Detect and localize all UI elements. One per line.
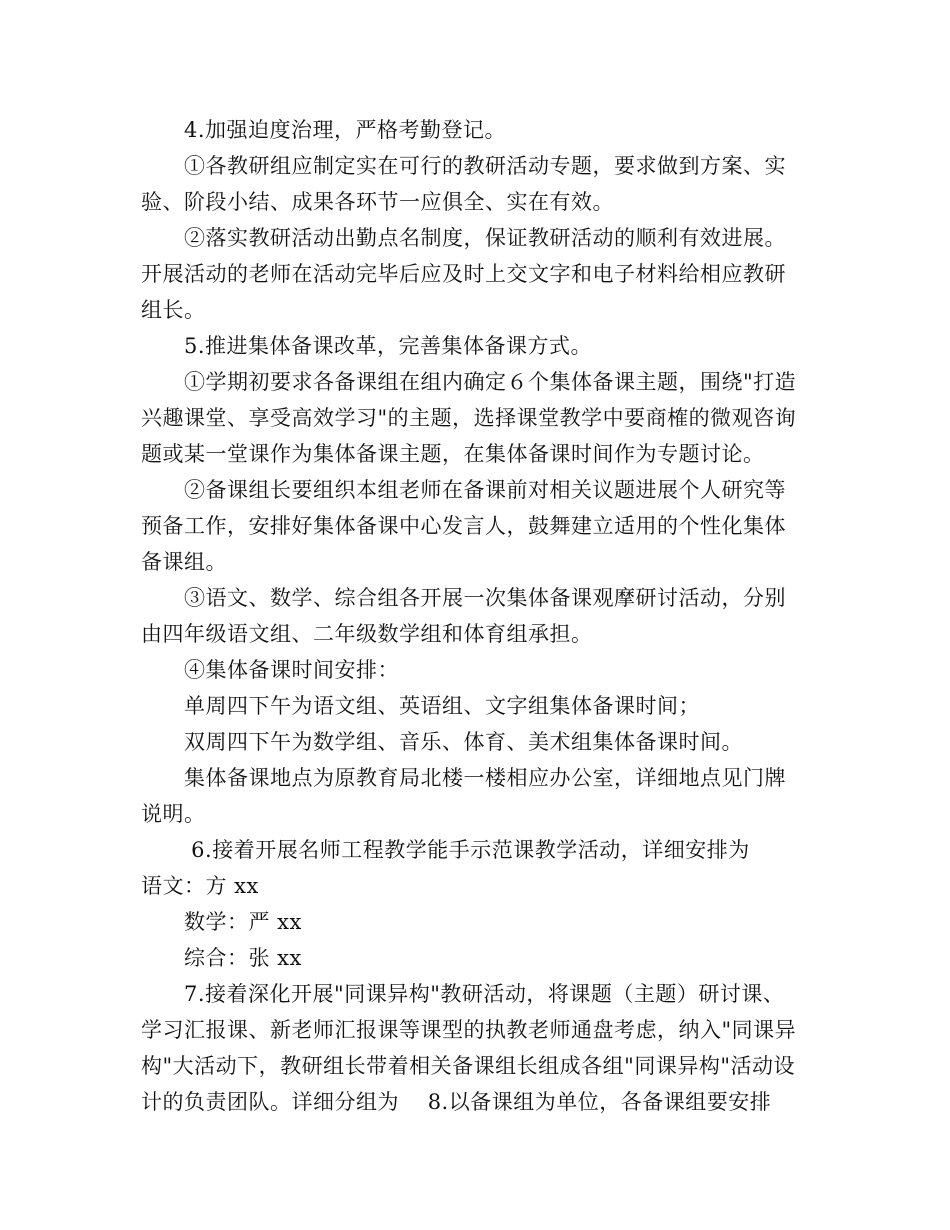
paragraph-line: 备课组。 [141,550,227,574]
paragraph-line: 预备工作，安排好集体备课中心发言人，鼓舞建立适用的个性化集体 [141,514,786,538]
document-body [141,112,811,1120]
paragraph-line: 双周四下午为数学组、音乐、体育、美术组集体备课时间。 [184,730,743,754]
paragraph-line: 计的负责团队。详细分组为 8.以备课组为单位，各备课组要安排 [141,1090,772,1114]
paragraph-line: 开展活动的老师在活动完毕后应及时上交文字和电子材料给相应教研 [141,262,786,286]
paragraph-line: ③语文、数学、综合组各开展一次集体备课观摩研讨活动，分别 [184,586,786,610]
paragraph-line: 集体备课地点为原教育局北楼一楼相应办公室，详细地点见门牌 [184,766,786,790]
paragraph-line: 4.加强迫度治理，严格考勤登记。 [184,118,507,142]
paragraph-line: ④集体备课时间安排： [184,658,399,682]
paragraph-line: ①各教研组应制定实在可行的教研活动专题，要求做到方案、实 [184,154,786,178]
paragraph-line: 验、阶段小结、成果各环节一应俱全、实在有效。 [141,190,614,214]
paragraph-line: ①学期初要求各备课组在组内确定６个集体备课主题，围绕"打造 [184,370,797,394]
paragraph-line: 兴趣课堂、享受高效学习"的主题，选择课堂教学中要商榷的微观咨询 [141,406,797,430]
paragraph-line: 组长。 [141,298,206,322]
paragraph-line: 综合：张 xx [184,946,302,970]
paragraph-line: 6.接着开展名师工程教学能手示范课教学活动，详细安排为 [184,838,750,862]
paragraph-line: 语文：方 xx [141,874,259,898]
paragraph-line: 构"大活动下，教研组长带着相关备课组长组成各组"同课异构"活动设 [141,1054,795,1078]
paragraph-line: 单周四下午为语文组、英语组、文字组集体备课时间； [184,694,700,718]
paragraph-line: ②备课组长要组织本组老师在备课前对相关议题进展个人研究等 [184,478,786,502]
paragraph-line: 题或某一堂课作为集体备课主题，在集体备课时间作为专题讨论。 [141,442,765,466]
paragraph-line: 7.接着深化开展"同课异构"教研活动，将课题（主题）研讨课、 [184,982,785,1006]
paragraph-line: 由四年级语文组、二年级数学组和体育组承担。 [141,622,593,646]
paragraph-line: 5.推进集体备课改革，完善集体备课方式。 [184,334,593,358]
paragraph-line: 数学：严 xx [184,910,302,934]
paragraph-line: 说明。 [141,802,206,826]
paragraph-line: 学习汇报课、新老师汇报课等课型的执教老师通盘考虑，纳入"同课异 [141,1018,797,1042]
paragraph-line: ②落实教研活动出勤点名制度，保证教研活动的顺利有效进展。 [184,226,786,250]
